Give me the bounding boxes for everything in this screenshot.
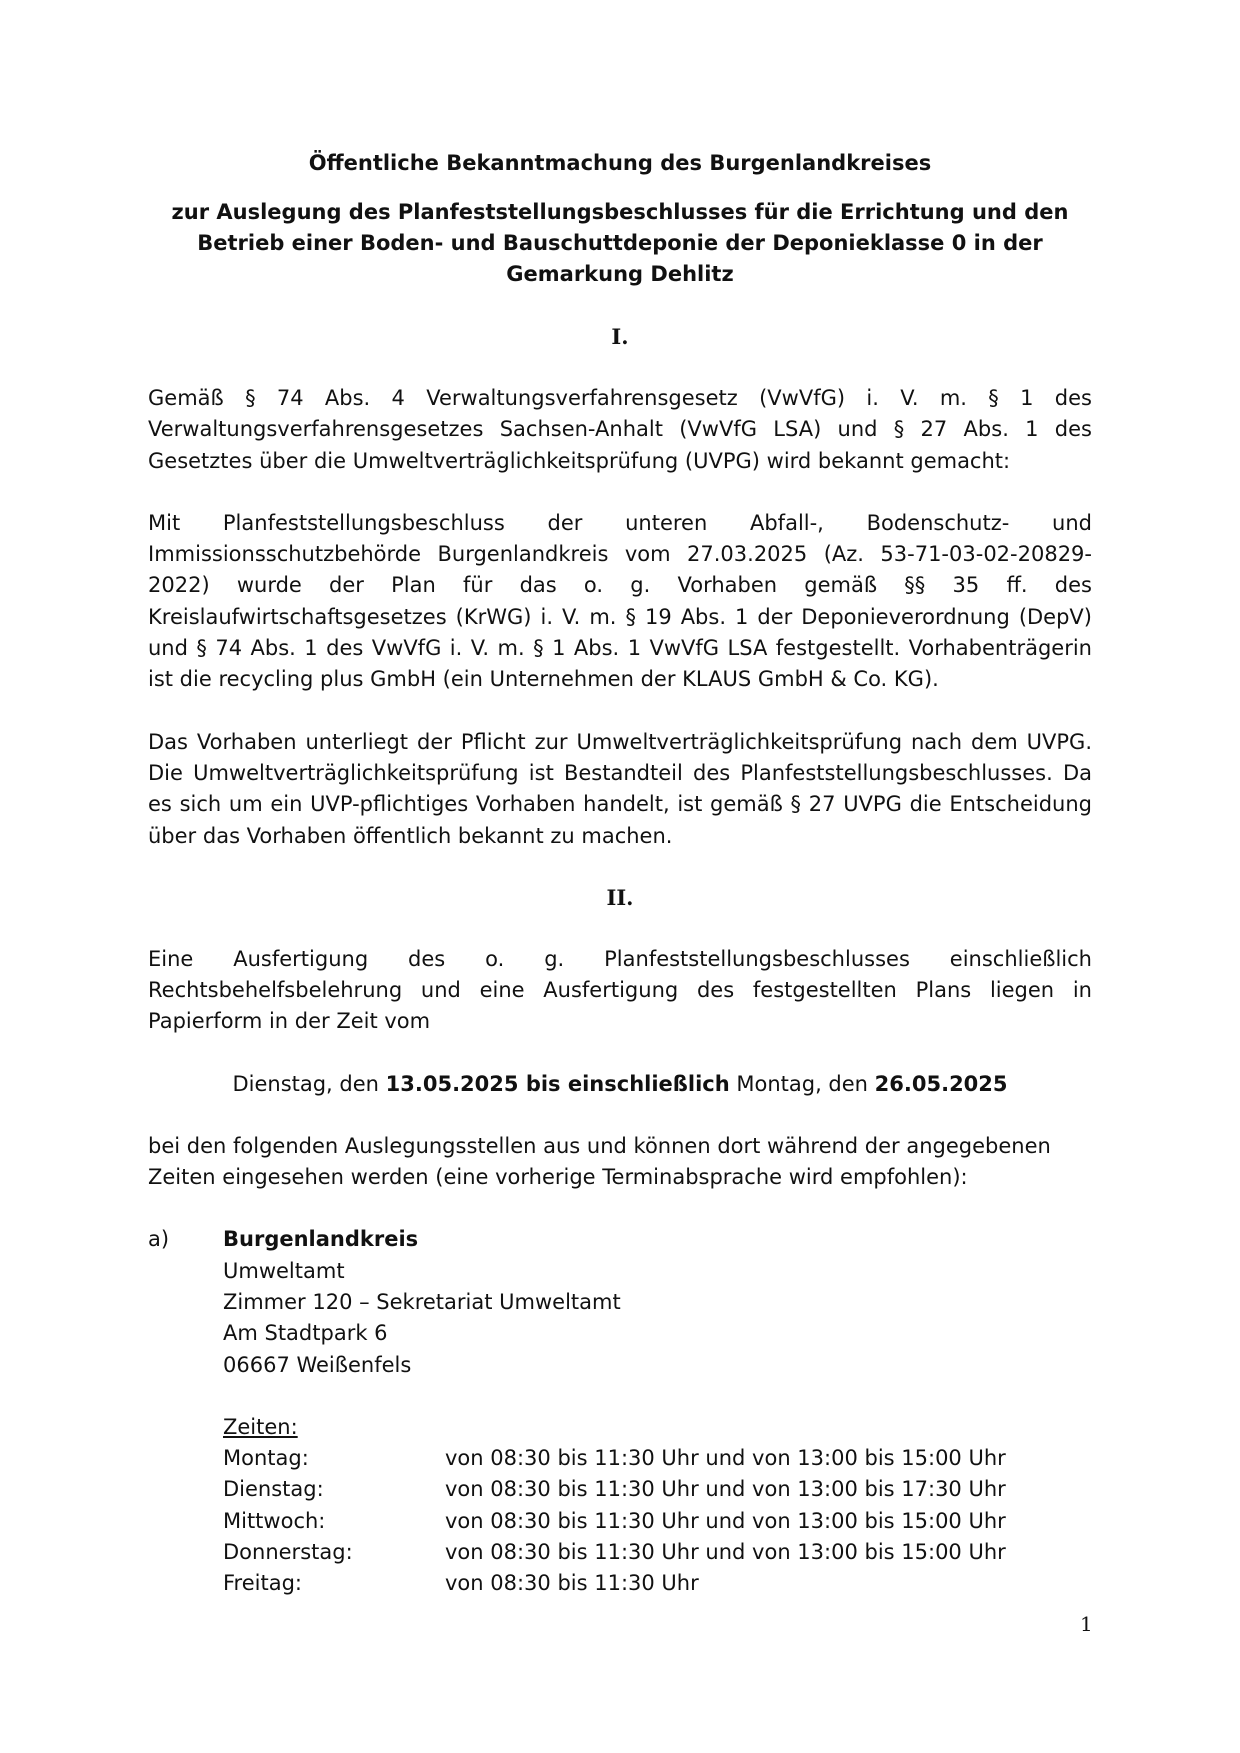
- hours-day: Freitag:: [223, 1571, 302, 1596]
- display-period: [148, 1069, 1092, 1100]
- entry-marker: a): [148, 1227, 170, 1252]
- section1-paragraph-3: Das Vorhaben unterliegt der Pflicht zur Umweltverträglichkeitsprüfung nach dem UVPG. Die Umweltverträglichkeitsprüfung ist Bestandteil des Planfeststellungsbeschlusses. Da es sich um ein UVP-pflichtiges Vorhaben handelt, ist gemäß § 27 UVPG die Entscheidung über das Vorhaben öffentlich bekannt zu machen.: [148, 729, 1092, 848]
- hours-row: [223, 1506, 1092, 1537]
- document-content: [148, 148, 1092, 1600]
- section-heading-2: II.: [606, 884, 634, 910]
- section1-paragraph-2: Mit Planfeststellungsbeschluss der unteren Abfall-, Bodenschutz- und Immissionsschutzbehörde Burgenlandkreis vom 27.03.2025 (Az. 53-71-03-02-20829-2022) wurde der Plan für das o. g. Vorhaben gemäß §§ 35 ff. des Kreislaufwirtschaftsgesetzes (KrWG) i. V. m. § 19 Abs. 1 der Deponieverordnung (DepV) und § 74 Abs. 1 des VwVfG i. V. m. § 1 Abs. 1 VwVfG LSA festgestellt. Vorhabenträgerin ist die recycling plus GmbH (ein Unternehmen der KLAUS GmbH & Co. KG).: [148, 510, 1092, 692]
- hours-row: [223, 1537, 1092, 1568]
- location-entry-a: [148, 1224, 1092, 1599]
- hours-row: [223, 1474, 1092, 1505]
- date-prefix-1: Dienstag, den: [232, 1071, 386, 1096]
- document-subtitle: zur Auslegung des Planfeststellungsbeschlusses für die Errichtung und den Betrieb einer Boden- und Bauschuttdeponie der Deponieklasse 0 in der Gemarkung Dehlitz: [171, 200, 1069, 286]
- entry-department: Umweltamt: [223, 1258, 345, 1283]
- entry-room: Zimmer 120 – Sekretariat Umweltamt: [223, 1289, 621, 1314]
- hours-time: von 08:30 bis 11:30 Uhr: [445, 1571, 699, 1596]
- hours-time: von 08:30 bis 11:30 Uhr und von 13:00 bis 15:00 Uhr: [445, 1540, 1006, 1565]
- hours-time: von 08:30 bis 11:30 Uhr und von 13:00 bis 15:00 Uhr: [445, 1446, 1006, 1471]
- entry-street: Am Stadtpark 6: [223, 1321, 388, 1346]
- section2-paragraph-1: Eine Ausfertigung des o. g. Planfeststellungsbeschlusses einschließlich Rechtsbehelfsbelehrung und eine Ausfertigung des festgestellten Plans liegen in Papierform in der Zeit vom: [148, 946, 1092, 1034]
- page-number: 1: [1080, 1612, 1093, 1636]
- entry-authority-name: Burgenlandkreis: [223, 1227, 419, 1252]
- document-title: Öffentliche Bekanntmachung des Burgenlandkreises: [308, 151, 932, 175]
- hours-label: Zeiten:: [223, 1414, 298, 1439]
- hours-day: Montag:: [223, 1446, 309, 1471]
- section2-paragraph-2: bei den folgenden Auslegungsstellen aus und können dort während der angegebenen Zeiten eingesehen werden (eine vorherige Terminabsprache wird empfohlen):: [148, 1133, 1051, 1190]
- section-heading-1: I.: [611, 324, 629, 349]
- hours-time: von 08:30 bis 11:30 Uhr und von 13:00 bis 15:00 Uhr: [445, 1508, 1006, 1533]
- hours-day: Mittwoch:: [223, 1508, 326, 1533]
- entry-city: 06667 Weißenfels: [223, 1352, 412, 1377]
- hours-row: [223, 1568, 1092, 1599]
- section1-paragraph-1: Gemäß § 74 Abs. 4 Verwaltungsverfahrensgesetz (VwVfG) i. V. m. § 1 des Verwaltungsverfahrensgesetzes Sachsen-Anhalt (VwVfG LSA) und § 27 Abs. 1 des Gesetztes über die Umweltverträglichkeitsprüfung (UVPG) wird bekannt gemacht:: [148, 386, 1092, 473]
- date-start: 13.05.2025 bis einschließlich: [385, 1071, 730, 1096]
- hours-day: Donnerstag:: [223, 1540, 353, 1565]
- hours-time: von 08:30 bis 11:30 Uhr und von 13:00 bis 17:30 Uhr: [445, 1477, 1006, 1502]
- hours-day: Dienstag:: [223, 1477, 324, 1502]
- date-end: 26.05.2025: [874, 1071, 1008, 1096]
- date-prefix-2: Montag, den: [729, 1071, 875, 1096]
- hours-row: [223, 1443, 1092, 1474]
